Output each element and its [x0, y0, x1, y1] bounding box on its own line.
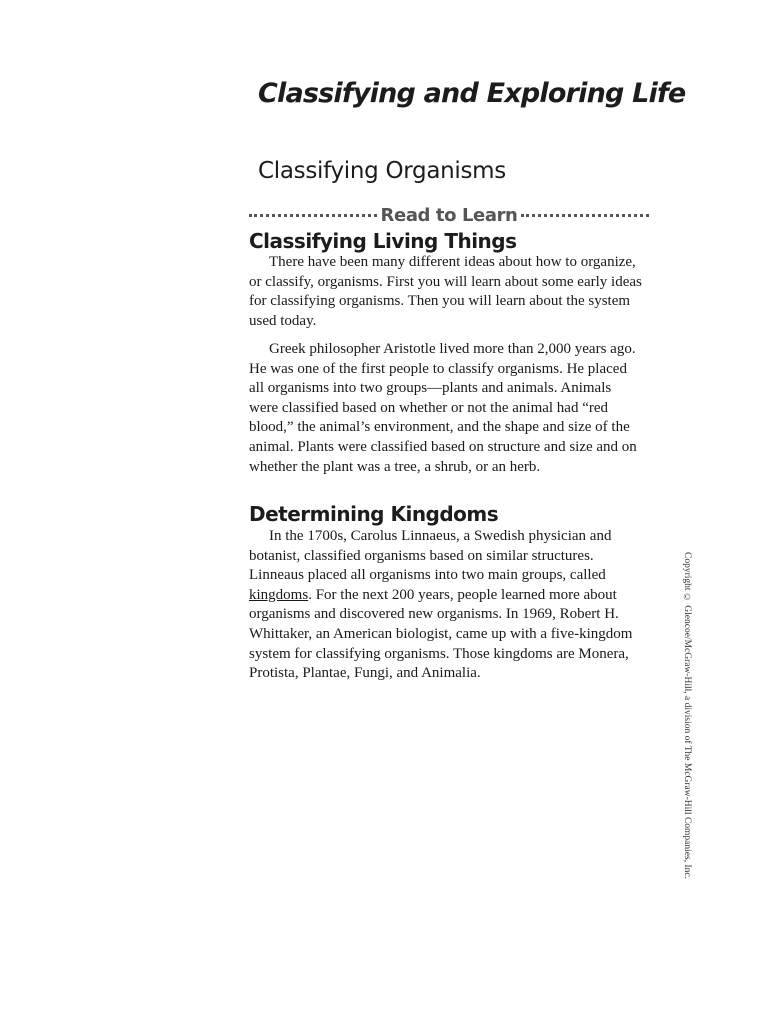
- paragraph-linnaeus-end: . For the next 200 years, people learned more about organisms and discovered new organisms. In 1969, Robert H. Whittaker, an American biologist, came up with a five-kingdom system for classifying organisms. Those kingdoms are Monera, Protista, Plantae, Fungi, and Animalia.: [249, 586, 633, 682]
- heading-determining-kingdoms: Determining Kingdoms: [249, 502, 499, 526]
- read-to-learn-banner: [249, 202, 649, 228]
- term-kingdoms: kingdoms: [249, 586, 309, 603]
- paragraph-linnaeus: [249, 527, 644, 684]
- copyright-notice: Copyright © Glencoe/McGraw-Hill, a division of The McGraw-Hill Companies, Inc.: [682, 552, 692, 879]
- paragraph-aristotle: Greek philosopher Aristotle lived more than 2,000 years ago. He was one of the first people to classify organisms. He placed all organisms into two groups—plants and animals. Animals were classified based on whether or not the animal had “red blood,” the animal’s environment, and the shape and size of the animal. Plants were classified based on structure and size and on whether the plant was a tree, a shrub, or an herb.: [249, 341, 637, 475]
- paragraph-linnaeus-start: In the 1700s, Carolus Linnaeus, a Swedish physician and botanist, classified organisms based on similar structures. Linneaus placed all organisms into two main groups, called: [249, 528, 612, 584]
- paragraph-classify-intro: There have been many different ideas about how to organize, or classify, organisms. First you will learn about some early ideas for classifying organisms. Then you will learn about the system used today.: [249, 254, 642, 329]
- banner-label: Read to Learn: [380, 204, 518, 226]
- heading-classifying-living-things: Classifying Living Things: [249, 229, 517, 253]
- section-title: Classifying Organisms: [258, 158, 506, 184]
- chapter-title: Classifying and Exploring Life: [258, 78, 686, 109]
- banner-dots-right: [521, 214, 649, 217]
- banner-dots-left: [249, 214, 377, 217]
